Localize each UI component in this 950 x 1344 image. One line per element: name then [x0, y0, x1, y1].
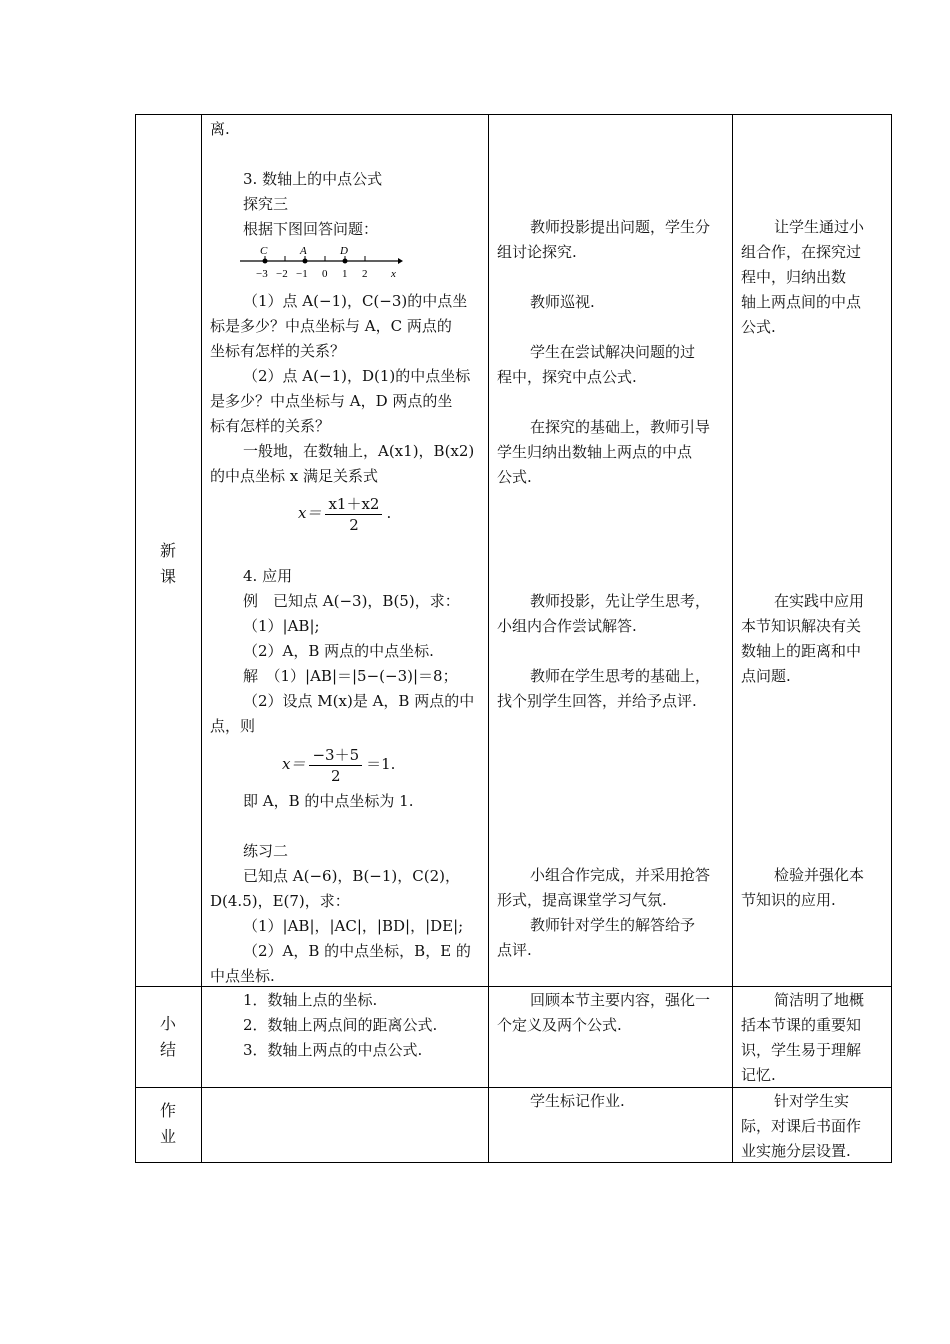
- example-part-1: （1）|AB|;: [243, 617, 320, 635]
- number-line-figure: [238, 241, 403, 281]
- heading-application: 4. 应用: [243, 567, 293, 585]
- intent-line: 在实践中应用: [774, 592, 865, 610]
- practice-line-2: D(4.5)，E(7)，求：: [210, 892, 350, 910]
- intent-line: 际，对课后书面作: [741, 1117, 862, 1135]
- summary-item-3: 3．数轴上两点的中点公式.: [243, 1041, 423, 1059]
- tick-marks: [265, 256, 365, 261]
- solution-formula: [210, 739, 485, 789]
- intent-block-homework: [741, 1089, 889, 1164]
- formula-lhs: x＝: [298, 504, 322, 522]
- content-column-application: [210, 564, 485, 989]
- solution-rhs: ＝1.: [366, 755, 396, 773]
- table-top-border: [135, 114, 892, 115]
- content-column: [210, 117, 485, 242]
- section-char: 结: [159, 1040, 176, 1059]
- practice-line-5: 中点坐标.: [210, 967, 275, 985]
- practice-line-1: 已知点 A(−6)，B(−1)，C(2)，: [243, 867, 460, 885]
- solution-part-1: 解 （1）|AB|＝|5−(−3)|＝8；: [243, 667, 458, 685]
- summary-item-2: 2．数轴上两点间的距离公式.: [243, 1016, 438, 1034]
- general-rule-line-2: 的中点坐标 x 满足关系式: [210, 467, 378, 485]
- heading-explore-3: 探究三: [243, 195, 289, 213]
- solution-lhs: x＝: [282, 755, 306, 773]
- solution-denominator: 2: [331, 766, 341, 785]
- activity-line: 小组内合作尝试解答.: [497, 617, 637, 635]
- section-char: 小: [159, 1014, 176, 1033]
- activity-block-homework: [497, 1089, 729, 1114]
- intent-line: 程中，归纳出数: [741, 268, 847, 286]
- intent-line: 记忆.: [741, 1066, 776, 1084]
- activity-line: 个定义及两个公式.: [497, 1016, 622, 1034]
- activity-line: 教师巡视.: [530, 293, 595, 311]
- activity-block-practice: [497, 863, 729, 963]
- section-char: 业: [159, 1127, 176, 1146]
- solution-fraction: [309, 745, 362, 786]
- heading-practice-2: 练习二: [243, 842, 289, 860]
- activity-line: 点评.: [497, 941, 532, 959]
- activity-block-application: [497, 589, 729, 714]
- intent-line: 针对学生实: [774, 1092, 850, 1110]
- activity-line: 组讨论探究.: [497, 243, 577, 261]
- summary-content: [210, 988, 485, 1063]
- activity-line: 小组合作完成，并采用抢答: [530, 866, 711, 884]
- intent-line: 节知识的应用.: [741, 891, 836, 909]
- intent-line: 数轴上的距离和中: [741, 642, 862, 660]
- intent-line: 识，学生易于理解: [741, 1041, 862, 1059]
- heading-midpoint-formula: 3. 数轴上的中点公式: [243, 170, 383, 188]
- question-1-line-3: 坐标有怎样的关系？: [210, 342, 346, 360]
- intent-line: 业实施分层设置.: [741, 1142, 851, 1160]
- prompt-text: 根据下图回答问题：: [243, 220, 379, 238]
- intent-line: 让学生通过小: [774, 218, 865, 236]
- intent-line: 本节知识解决有关: [741, 617, 862, 635]
- section-char: 新: [159, 541, 176, 560]
- activity-line: 教师投影，先让学生思考，: [530, 592, 711, 610]
- axis-label: x: [391, 268, 396, 280]
- example-part-2: （2）A，B 两点的中点坐标.: [243, 642, 434, 660]
- solution-part-2-line-2: 点，则: [210, 717, 256, 735]
- intent-line: 点问题.: [741, 667, 791, 685]
- activity-line: 学生归纳出数轴上两点的中点: [497, 443, 693, 461]
- tick-label: −3: [256, 268, 268, 280]
- tick-label: −2: [276, 268, 288, 280]
- continuation-text: 离.: [210, 120, 230, 138]
- solution-part-2-line-1: （2）设点 M(x)是 A，B 两点的中: [243, 692, 475, 710]
- activity-line: 在探究的基础上，教师引导: [530, 418, 711, 436]
- point-label: D: [340, 245, 348, 257]
- point-label: C: [260, 245, 268, 257]
- section-label-homework: [135, 1098, 201, 1150]
- activity-line: 形式，提高课堂学习气氛.: [497, 891, 667, 909]
- table-col-divider-1: [201, 114, 202, 1163]
- general-rule-line-1: 一般地，在数轴上，A(x1)，B(x2): [243, 442, 475, 460]
- activity-line: 找个别学生回答，并给予点评.: [497, 692, 697, 710]
- intent-block-summary: [741, 988, 889, 1088]
- practice-line-4: （2）A，B 的中点坐标，B，E 的: [243, 942, 471, 960]
- activity-line: 教师在学生思考的基础上，: [530, 667, 711, 685]
- question-2-line-2: 是多少？中点坐标与 A，D 两点的坐: [210, 392, 453, 410]
- intent-line: 简洁明了地概: [774, 991, 865, 1009]
- point-d-marker: [343, 259, 348, 264]
- tick-label: −1: [296, 268, 308, 280]
- activity-block-summary: [497, 988, 729, 1038]
- table-col-divider-2: [488, 114, 489, 1163]
- formula-denominator: 2: [349, 515, 359, 534]
- midpoint-formula: x＝ $\frac{x1+x2}{2}$ .: [298, 494, 392, 534]
- tick-label: 0: [322, 268, 328, 280]
- formula-numerator: x1＋x2: [325, 494, 382, 515]
- axis-arrow-icon: [398, 258, 403, 264]
- practice-line-3: （1）|AB|，|AC|，|BD|，|DE|;: [243, 917, 464, 935]
- intent-block-explore: [741, 215, 889, 340]
- activity-line: 教师针对学生的解答给予: [530, 916, 696, 934]
- section-label-new-lesson: [135, 538, 201, 590]
- question-1-line-1: （1）点 A(−1)，C(−3)的中点坐: [243, 292, 468, 310]
- intent-line: 括本节课的重要知: [741, 1016, 862, 1034]
- table-left-border: [135, 114, 136, 1163]
- question-1-line-2: 标是多少？中点坐标与 A，C 两点的: [210, 317, 452, 335]
- intent-block-practice: [741, 863, 889, 913]
- solution-numerator: −3＋5: [309, 745, 362, 766]
- solution-conclusion: 即 A，B 的中点坐标为 1.: [243, 792, 414, 810]
- table-right-border: [891, 114, 892, 1163]
- example-statement: 例 已知点 A(−3)，B(5)，求：: [243, 592, 460, 610]
- point-c-marker: [263, 259, 268, 264]
- table-col-divider-3: [732, 114, 733, 1163]
- intent-line: 公式.: [741, 318, 776, 336]
- point-a-marker: [303, 259, 308, 264]
- activity-line: 程中，探究中点公式.: [497, 368, 637, 386]
- activity-line: 回顾本节主要内容，强化一: [530, 991, 711, 1009]
- activity-line: 教师投影提出问题，学生分: [530, 218, 711, 236]
- activity-line: 学生标记作业.: [530, 1092, 625, 1110]
- section-char: 作: [159, 1101, 176, 1120]
- intent-line: 检验并强化本: [774, 866, 865, 884]
- formula-fraction: [325, 494, 382, 535]
- point-label: A: [300, 245, 307, 257]
- activity-line: 公式.: [497, 468, 532, 486]
- intent-block-application: [741, 589, 889, 689]
- activity-block-explore: [497, 215, 729, 490]
- summary-item-1: 1．数轴上点的坐标.: [243, 991, 378, 1009]
- tick-label: 2: [362, 268, 368, 280]
- intent-line: 轴上两点间的中点: [741, 293, 862, 311]
- activity-line: 学生在尝试解决问题的过: [530, 343, 696, 361]
- section-char: 课: [159, 567, 176, 586]
- question-2-line-1: （2）点 A(−1)，D(1)的中点坐标: [243, 367, 471, 385]
- content-column-questions: [210, 289, 485, 537]
- intent-line: 组合作，在探究过: [741, 243, 862, 261]
- section-label-summary: [135, 1011, 201, 1063]
- tick-label: 1: [342, 268, 348, 280]
- question-2-line-3: 标有怎样的关系？: [210, 417, 331, 435]
